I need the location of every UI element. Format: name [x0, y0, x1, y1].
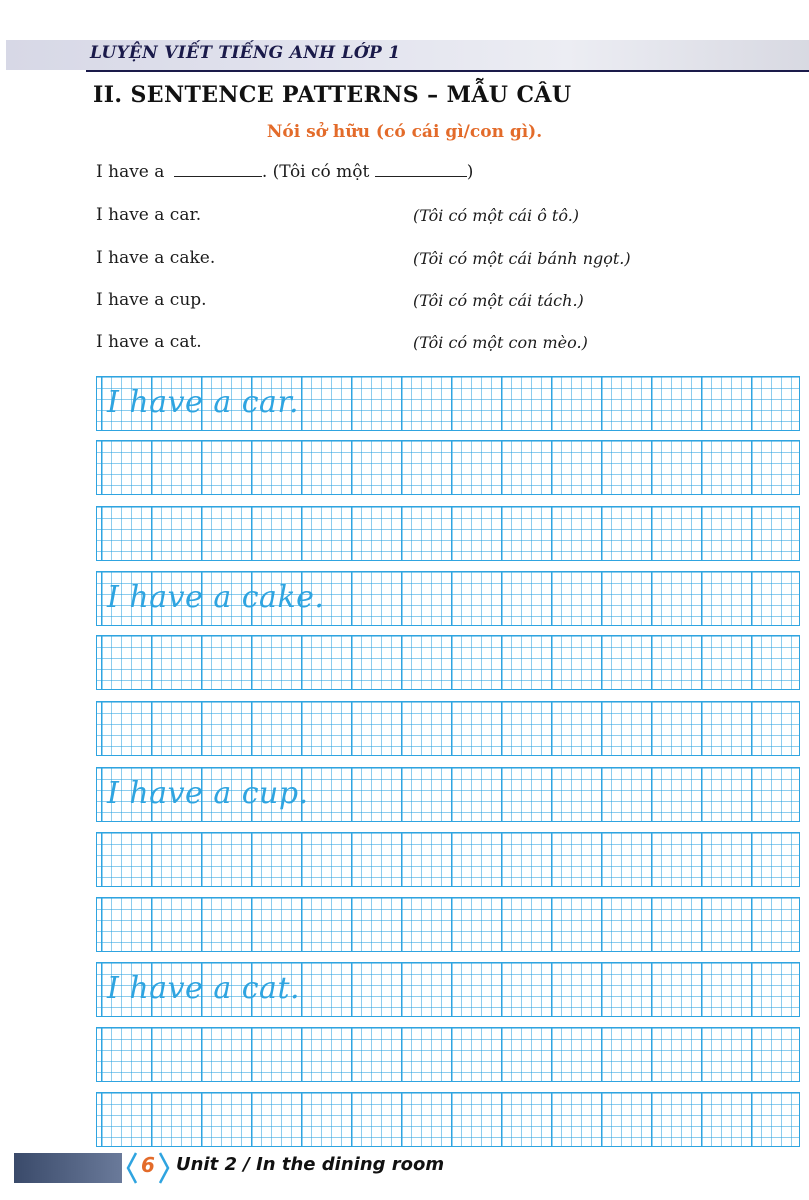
writing-grid-blank[interactable] [96, 1027, 800, 1082]
unit-title: Unit 2 / In the dining room [176, 1154, 445, 1175]
sentence-pattern [96, 162, 473, 182]
page-number: 6 [141, 1153, 155, 1177]
writing-grid-blank[interactable] [96, 1092, 800, 1147]
header-rule [86, 70, 809, 72]
example-english: I have a car. [96, 205, 202, 225]
example-vietnamese: (Tôi có một cái ô tô.) [413, 206, 580, 225]
footer-bar [14, 1153, 122, 1183]
writing-grid-blank[interactable] [96, 506, 800, 561]
pattern-middle: . (Tôi có một [261, 162, 370, 182]
writing-grid-model[interactable] [96, 962, 800, 1017]
writing-grid-model[interactable] [96, 767, 800, 822]
writing-grid-model[interactable] [96, 571, 800, 626]
handwriting-model: I have a cat. [107, 971, 301, 1006]
example-english: I have a cat. [96, 332, 202, 352]
section-subtitle: Nói sở hữu (có cái gì/con gì). [266, 122, 543, 142]
writing-grid-blank[interactable] [96, 897, 800, 952]
pattern-prefix: I have a [96, 162, 165, 182]
pattern-blank-english [174, 162, 262, 177]
writing-grid-blank[interactable] [96, 832, 800, 887]
writing-grid-blank[interactable] [96, 635, 800, 690]
writing-grid-blank[interactable] [96, 440, 800, 495]
pattern-blank-vietnamese [375, 162, 467, 177]
pattern-suffix: ) [466, 162, 474, 182]
example-english: I have a cake. [96, 248, 216, 268]
example-vietnamese: (Tôi có một cái tách.) [413, 291, 584, 310]
handwriting-model: I have a cake. [107, 580, 325, 615]
example-vietnamese: (Tôi có một cái bánh ngọt.) [413, 249, 631, 268]
book-title: LUYỆN VIẾT TIẾNG ANH LỚP 1 [90, 43, 401, 63]
handwriting-model: I have a car. [107, 385, 300, 420]
section-title: II. SENTENCE PATTERNS – MẪU CÂU [93, 82, 572, 108]
writing-grid-blank[interactable] [96, 701, 800, 756]
handwriting-model: I have a cup. [107, 776, 309, 811]
writing-grid-model[interactable] [96, 376, 800, 431]
example-english: I have a cup. [96, 290, 207, 310]
example-vietnamese: (Tôi có một con mèo.) [413, 333, 588, 352]
